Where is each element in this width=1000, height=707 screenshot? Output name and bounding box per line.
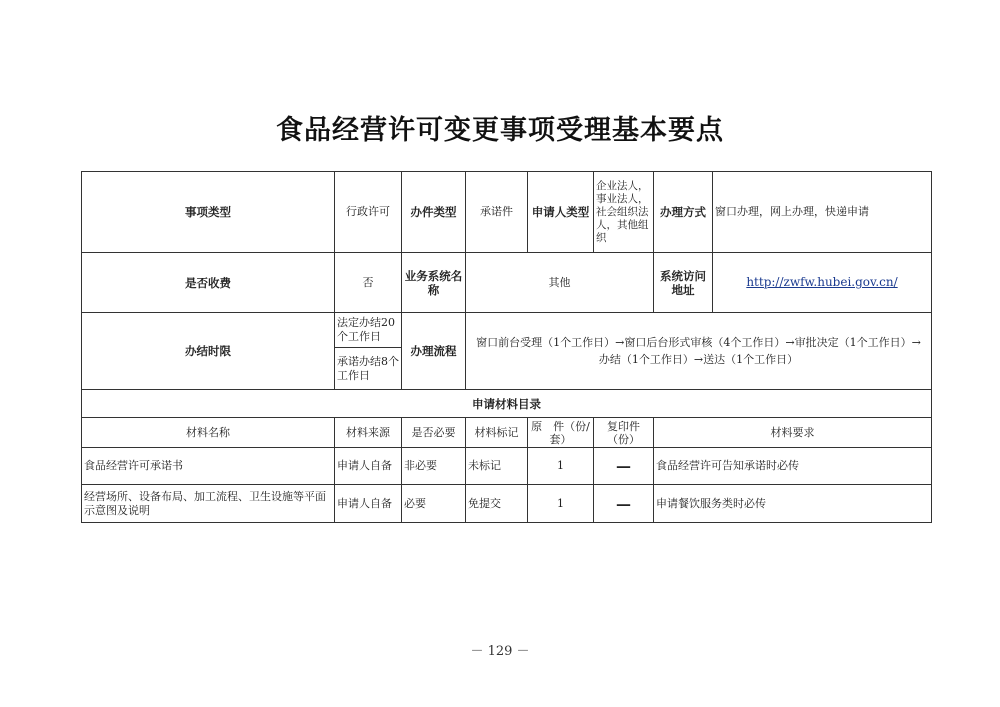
handle-type-label: 办件类型 <box>402 172 466 253</box>
col-header-requirement: 材料要求 <box>654 418 932 448</box>
material-copy: — <box>594 485 654 523</box>
col-header-mark: 材料标记 <box>466 418 528 448</box>
process-label: 办理流程 <box>402 313 466 390</box>
material-required: 非必要 <box>402 448 466 485</box>
page-title: 食品经营许可变更事项受理基本要点 <box>276 115 724 146</box>
material-original: 1 <box>528 448 594 485</box>
promise-limit: 承诺办结8个工作日 <box>335 348 402 390</box>
handle-method-label: 办理方式 <box>654 172 713 253</box>
col-header-name: 材料名称 <box>82 418 335 448</box>
material-source: 申请人自备 <box>335 448 402 485</box>
material-mark: 免提交 <box>466 485 528 523</box>
handle-method-value: 窗口办理，网上办理，快递申请 <box>713 172 932 253</box>
materials-section-title: 申请材料目录 <box>82 390 932 418</box>
applicant-type-value: 企业法人，事业法人，社会组织法人，其他组织 <box>594 172 654 253</box>
col-header-original: 原 件（份/套） <box>528 418 594 448</box>
system-name-value: 其他 <box>466 253 654 313</box>
item-type-value: 行政许可 <box>335 172 402 253</box>
col-header-source: 材料来源 <box>335 418 402 448</box>
system-name-label: 业务系统名称 <box>402 253 466 313</box>
item-type-label: 事项类型 <box>82 172 335 253</box>
col-header-required: 是否必要 <box>402 418 466 448</box>
process-value: 窗口前台受理（1个工作日）→窗口后台形式审核（4个工作日）→审批决定（1个工作日）→办结（1个工作日）→送达（1个工作日） <box>466 313 932 390</box>
applicant-type-label: 申请人类型 <box>528 172 594 253</box>
fee-value: 否 <box>335 253 402 313</box>
system-url-label: 系统访问地址 <box>654 253 713 313</box>
legal-limit: 法定办结20个工作日 <box>335 313 402 348</box>
table-row <box>82 485 932 523</box>
material-requirement: 申请餐饮服务类时必传 <box>654 485 932 523</box>
table-row <box>82 448 932 485</box>
fee-label: 是否收费 <box>82 253 335 313</box>
time-limit-label: 办结时限 <box>82 313 335 390</box>
material-copy: — <box>594 448 654 485</box>
requirements-table <box>81 171 932 523</box>
material-name: 食品经营许可承诺书 <box>82 448 335 485</box>
page-number: － 129 － <box>470 644 530 659</box>
system-url-link[interactable]: http://zwfw.hubei.gov.cn/ <box>746 275 898 289</box>
material-required: 必要 <box>402 485 466 523</box>
material-source: 申请人自备 <box>335 485 402 523</box>
material-original: 1 <box>528 485 594 523</box>
col-header-copy: 复印件（份） <box>594 418 654 448</box>
material-requirement: 食品经营许可告知承诺时必传 <box>654 448 932 485</box>
material-name: 经营场所、设备布局、加工流程、卫生设施等平面示意图及说明 <box>82 485 335 523</box>
handle-type-value: 承诺件 <box>466 172 528 253</box>
material-mark: 未标记 <box>466 448 528 485</box>
